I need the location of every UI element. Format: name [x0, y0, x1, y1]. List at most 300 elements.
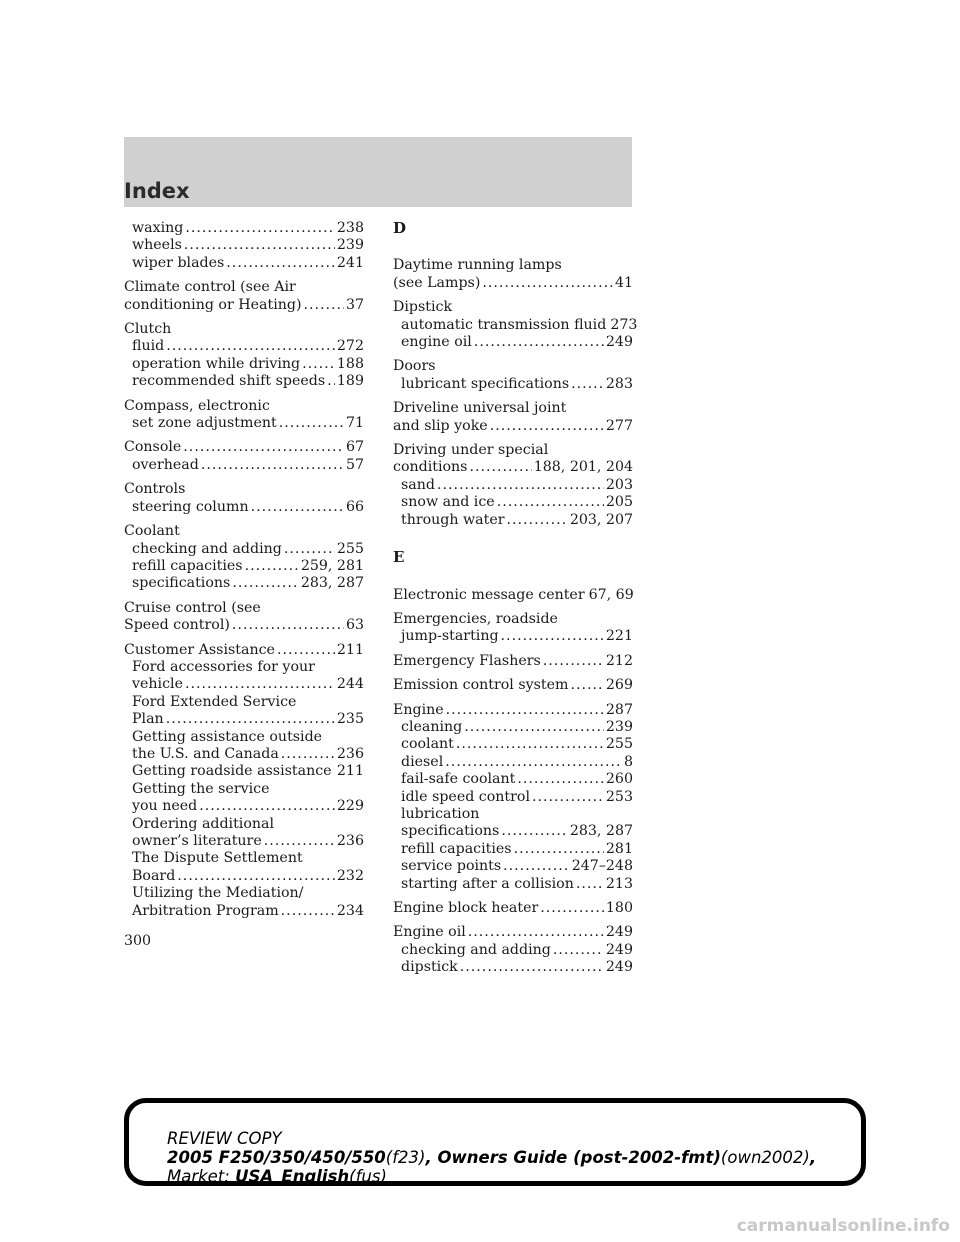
dot-leader	[327, 373, 335, 390]
dot-leader	[474, 334, 604, 351]
index-entry-label: jump-starting	[401, 628, 499, 645]
stamp-separator: ,	[425, 1148, 438, 1167]
index-entry	[393, 876, 633, 893]
index-entry-label: specifications	[401, 823, 500, 840]
dot-leader	[507, 512, 568, 529]
index-entry-heading: Clutch	[124, 321, 172, 338]
index-entry-row	[401, 841, 633, 858]
index-group-e	[393, 587, 633, 977]
index-entry-page: 71	[345, 415, 364, 432]
index-entry-page: 236	[336, 833, 364, 849]
dot-leader	[264, 833, 335, 850]
stamp-model-code: (f23)	[385, 1148, 426, 1167]
index-entry-page: 8	[623, 753, 633, 770]
index-entry-page: 66	[345, 498, 364, 515]
index-entry	[393, 334, 633, 351]
index-entry-page: 188, 201, 204	[533, 459, 633, 476]
index-entry-label: cleaning	[401, 718, 463, 735]
index-entry-row	[132, 746, 364, 763]
index-entry-label: Customer Assistance	[124, 641, 275, 658]
index-entry-text: Ordering additional	[132, 815, 275, 832]
index-entry-text: Ford accessories for your	[132, 658, 315, 675]
index-entry-label: steering column	[132, 498, 249, 515]
index-entry-row	[393, 702, 633, 719]
index-entry-row	[124, 439, 364, 456]
index-entry-page: 249	[605, 941, 633, 958]
index-entry-page: 63	[345, 617, 364, 634]
index-entry-page: 272	[336, 338, 364, 355]
index-entry-page: 41	[614, 274, 633, 291]
index-entry-label: (see Lamps)	[393, 274, 481, 291]
index-entry-row	[401, 736, 633, 753]
dot-leader	[437, 477, 604, 494]
index-entry	[393, 719, 633, 736]
dot-leader	[334, 763, 335, 780]
index-entry-page: 249	[605, 334, 633, 351]
dot-leader	[503, 858, 570, 875]
index-entry	[393, 628, 633, 645]
dot-leader	[571, 376, 604, 393]
index-entry	[124, 850, 364, 885]
index-entry-page: 239	[605, 718, 633, 735]
index-entry-label: idle speed control	[401, 788, 530, 805]
index-entry	[393, 477, 633, 494]
index-entry-label: Plan	[132, 711, 164, 728]
index-entry	[393, 942, 633, 959]
dot-leader	[226, 255, 335, 272]
index-entry-label: the U.S. and Canada	[132, 745, 279, 762]
index-entry-page: 180	[605, 900, 633, 916]
index-entry-label: set zone adjustment	[132, 415, 277, 432]
index-entry-row	[401, 754, 633, 771]
index-entry-label: conditions	[393, 459, 468, 476]
index-entry-label: coolant	[401, 736, 454, 753]
dot-leader	[245, 558, 299, 575]
index-entry-label: automatic transmission fluid	[401, 316, 607, 333]
index-entry-page: 221	[605, 628, 633, 645]
stamp-market-label: Market:	[167, 1167, 236, 1186]
index-entry	[393, 959, 633, 976]
index-entry-label: wheels	[132, 237, 182, 254]
dot-leader	[284, 541, 335, 558]
dot-leader	[482, 275, 613, 292]
index-entry-row	[393, 587, 633, 604]
index-entry	[124, 237, 364, 254]
index-entry-row	[393, 275, 633, 292]
dot-leader	[490, 418, 604, 435]
index-entry	[393, 587, 633, 604]
index-entry-page: 247–248	[571, 858, 633, 875]
index-entry-page: 255	[336, 540, 364, 557]
dot-leader	[184, 237, 335, 254]
index-entry-row	[132, 499, 364, 516]
index-entry-row	[393, 677, 633, 694]
index-entry-row	[401, 823, 633, 840]
section-header-band	[124, 137, 632, 207]
index-entry-label: through water	[401, 511, 505, 528]
index-entry-page: 239	[336, 237, 364, 254]
dot-leader	[517, 771, 604, 788]
index-entry	[124, 885, 364, 920]
index-entry-row	[401, 789, 633, 806]
index-entry	[124, 575, 364, 592]
dot-leader	[501, 823, 568, 840]
index-entry	[124, 220, 364, 237]
dot-leader	[185, 220, 335, 237]
index-entry-label: checking and adding	[401, 941, 551, 958]
index-entry	[393, 376, 633, 393]
review-copy-stamp	[124, 1098, 866, 1186]
stamp-guide: Owners Guide (post-2002-fmt)	[437, 1148, 721, 1167]
index-entry	[393, 754, 633, 771]
index-entry-text: Utilizing the Mediation/	[132, 885, 304, 902]
stamp-model: 2005 F250/350/450/550	[167, 1148, 386, 1167]
dot-leader	[456, 736, 604, 753]
index-entry-text: Driveline universal joint	[393, 400, 567, 417]
index-entry-row	[401, 316, 638, 334]
index-entry	[124, 642, 364, 659]
index-entry-page: 281	[605, 840, 633, 857]
index-entry	[124, 481, 364, 498]
index-entry-label: Emergency Flashers	[393, 652, 541, 669]
index-entry	[393, 316, 638, 334]
index-entry-page: 203, 207	[569, 511, 633, 528]
index-entry	[393, 677, 633, 694]
dot-leader	[469, 459, 531, 476]
index-entry-label: specifications	[132, 575, 231, 592]
dot-leader	[514, 841, 604, 858]
index-entry-label: conditioning or Heating)	[124, 296, 302, 313]
dot-leader	[232, 575, 299, 592]
index-entry-text: Climate control (see Air	[124, 279, 296, 296]
index-entry	[393, 653, 633, 670]
index-entry-page: 188	[336, 355, 364, 372]
index-entry-row	[132, 356, 364, 373]
index-entry-page: 287	[605, 701, 633, 718]
index-group-d	[393, 257, 638, 529]
index-entry-page: 57	[345, 456, 364, 473]
index-entry-row	[401, 334, 633, 351]
index-entry-row	[132, 798, 364, 815]
index-entry	[124, 600, 364, 635]
index-entry-row	[132, 676, 364, 693]
dot-leader	[251, 499, 344, 516]
dot-leader	[543, 653, 604, 670]
index-entry-page: 244	[336, 676, 364, 693]
index-entry-label: wiper blades	[132, 254, 225, 271]
index-entry-label: snow and ice	[401, 494, 495, 511]
index-entry-row	[401, 512, 633, 529]
index-entry	[124, 279, 364, 314]
index-entry-heading: Emergencies, roadside	[393, 610, 558, 627]
dot-leader	[199, 798, 335, 815]
index-letter-e: E	[393, 548, 405, 567]
dot-leader	[185, 676, 335, 693]
index-entry-text: Daytime running lamps	[393, 257, 562, 274]
dot-leader	[446, 702, 604, 719]
index-entry-row	[401, 477, 633, 494]
index-entry-row	[401, 876, 633, 893]
stamp-guide-code: (own2002)	[720, 1148, 810, 1167]
index-entry-row	[132, 868, 364, 885]
index-entry-label: Engine oil	[393, 924, 466, 941]
index-entry	[124, 523, 364, 540]
index-entry-label: Console	[124, 439, 182, 456]
index-entry-label: engine oil	[401, 334, 472, 351]
dot-leader	[445, 754, 622, 771]
index-entry-row	[132, 237, 364, 254]
index-entry-page: 273	[610, 316, 638, 333]
index-entry-row	[132, 763, 364, 780]
index-entry	[393, 400, 633, 435]
index-column-left	[124, 220, 364, 920]
index-entry-label: Speed control)	[124, 617, 230, 634]
dot-leader	[201, 457, 344, 474]
index-entry	[393, 858, 633, 875]
index-entry	[124, 659, 364, 694]
index-entry	[124, 321, 364, 338]
dot-leader	[570, 677, 603, 694]
index-entry-label: lubricant specifications	[401, 375, 570, 392]
index-entry-label: refill capacities	[132, 557, 243, 574]
index-entry-page: 211	[336, 641, 364, 658]
index-entry	[124, 398, 364, 415]
index-entry-row	[393, 900, 633, 917]
index-entry-row	[393, 924, 633, 941]
index-entry-row	[132, 558, 364, 575]
stamp-separator: ,	[809, 1148, 817, 1167]
index-entry	[124, 763, 364, 780]
dot-leader	[281, 903, 335, 920]
index-entry-label: service points	[401, 858, 502, 875]
index-entry-label: fail-safe coolant	[401, 771, 516, 788]
index-entry	[393, 924, 633, 941]
dot-leader	[277, 642, 335, 659]
section-title: Index	[124, 179, 190, 203]
index-entry	[124, 255, 364, 272]
index-entry-label: checking and adding	[132, 540, 282, 557]
index-entry	[124, 373, 364, 390]
index-entry-page: 235	[336, 711, 364, 728]
index-entry-page: 213	[605, 875, 633, 892]
index-entry-label: starting after a collision	[401, 875, 574, 892]
index-entry-heading: Compass, electronic	[124, 397, 270, 414]
index-entry-label: operation while driving	[132, 355, 301, 372]
index-letter-d: D	[393, 219, 407, 237]
index-entry-row	[132, 220, 364, 237]
index-entry-page: 277	[605, 417, 633, 434]
stamp-market-code: (fus)	[349, 1167, 387, 1186]
dot-leader	[303, 297, 343, 314]
dot-leader	[497, 494, 604, 511]
index-entry	[393, 257, 633, 292]
index-entry-heading: Coolant	[124, 523, 180, 540]
index-entry-page: 236	[336, 745, 364, 762]
index-entry-row	[393, 418, 633, 435]
index-entry	[124, 499, 364, 516]
index-entry	[393, 442, 633, 477]
index-entry	[393, 841, 633, 858]
index-entry-page: 211	[336, 763, 364, 780]
index-entry	[124, 781, 364, 816]
dot-leader	[279, 415, 344, 432]
index-entry-row	[401, 942, 633, 959]
index-entry-page: 205	[605, 494, 633, 511]
index-entry-label: waxing	[132, 220, 184, 236]
dot-leader	[468, 924, 604, 941]
index-entry-label: Board	[132, 867, 176, 884]
index-entry-page: 232	[336, 867, 364, 884]
index-entry-page: 259, 281	[300, 557, 364, 574]
stamp-line-model	[167, 1148, 816, 1167]
stamp-line-market	[167, 1167, 816, 1186]
index-entry-text: Cruise control (see	[124, 599, 261, 616]
dot-leader	[464, 719, 604, 736]
index-entry-page: 189	[336, 373, 364, 390]
index-entry-text: The Dispute Settlement	[132, 850, 303, 867]
index-entry-page: 283, 287	[300, 575, 364, 592]
index-entry-page: 203	[605, 476, 633, 493]
index-entry-row	[124, 642, 364, 659]
index-entry-row	[401, 628, 633, 645]
index-entry	[393, 789, 633, 806]
index-entry-page: 249	[605, 924, 633, 941]
index-entry-page: 283, 287	[569, 823, 633, 840]
index-entry-row	[401, 719, 633, 736]
index-entry-row	[393, 459, 633, 476]
index-entry	[124, 356, 364, 373]
index-entry	[393, 358, 633, 375]
index-entry-row	[401, 858, 633, 875]
index-entry-page: 253	[605, 788, 633, 805]
index-entry-label: sand	[401, 476, 435, 493]
index-entry	[393, 736, 633, 753]
index-entry-page: 67	[345, 439, 364, 456]
index-entry-row	[401, 771, 633, 788]
index-entry-row	[132, 541, 364, 558]
dot-leader	[501, 628, 604, 645]
index-entry-text: Getting assistance outside	[132, 728, 323, 745]
index-entry-page: 37	[345, 296, 364, 313]
index-entry-label: Getting roadside assistance	[132, 763, 332, 780]
index-entry-text: lubrication	[401, 805, 480, 822]
index-entry-text: Driving under special	[393, 442, 549, 459]
index-entry-row	[132, 457, 364, 474]
dot-leader	[183, 439, 344, 456]
index-entry-label: Arbitration Program	[132, 902, 279, 919]
index-entry	[124, 694, 364, 729]
index-entry	[393, 900, 633, 917]
index-entry-page: 234	[336, 902, 364, 919]
index-entry-text: Ford Extended Service	[132, 693, 297, 710]
stamp-line-review: REVIEW COPY	[167, 1129, 282, 1148]
index-entry	[393, 512, 633, 529]
stamp-market: USA_English	[235, 1167, 350, 1186]
index-entry-page: 269	[605, 677, 633, 694]
index-entry-label: you need	[132, 798, 198, 815]
index-entry-label: dipstick	[401, 959, 458, 976]
page-number: 300	[124, 933, 152, 949]
index-entry-page: 249	[605, 959, 633, 976]
index-entry	[124, 457, 364, 474]
index-entry-heading: Dipstick	[393, 299, 453, 316]
index-entry-page: 212	[605, 652, 633, 669]
dot-leader	[576, 876, 604, 893]
index-entry-label: vehicle	[132, 676, 183, 693]
index-entry-row	[401, 494, 633, 511]
index-entry	[124, 338, 364, 355]
index-entry	[124, 558, 364, 575]
index-entry	[393, 702, 633, 719]
index-entry	[393, 806, 633, 841]
index-entry-row	[393, 653, 633, 670]
dot-leader	[532, 789, 604, 806]
index-entry-page: 260	[605, 771, 633, 788]
index-entry	[393, 494, 633, 511]
index-entry-row	[401, 376, 633, 393]
dot-leader	[166, 338, 335, 355]
index-entry-page: 241	[336, 254, 364, 271]
index-entry	[124, 439, 364, 456]
dot-leader	[166, 711, 335, 728]
index-entry-heading: Controls	[124, 481, 186, 498]
index-entry-label: Engine	[393, 701, 444, 718]
index-entry	[393, 611, 633, 628]
index-entry-label: diesel	[401, 753, 444, 770]
index-entry-page: 229	[336, 798, 364, 815]
index-entry-page: 283	[605, 375, 633, 392]
index-entry-row	[132, 903, 364, 920]
index-entry-row	[132, 711, 364, 728]
index-entry-label: recommended shift speeds	[132, 373, 326, 390]
index-entry-row	[132, 575, 364, 592]
index-entry-label: and slip yoke	[393, 417, 488, 434]
dot-leader	[281, 746, 335, 763]
index-entry-row	[401, 959, 633, 976]
index-entry	[124, 415, 364, 432]
dot-leader	[302, 356, 335, 373]
index-entry-row	[124, 297, 364, 314]
index-entry	[124, 816, 364, 851]
index-entry-page: 238	[336, 220, 364, 236]
index-entry-row	[132, 415, 364, 432]
dot-leader	[232, 617, 344, 634]
index-entry	[124, 729, 364, 764]
dot-leader	[540, 900, 604, 917]
index-entry	[393, 771, 633, 788]
index-entry-label: owner’s literature	[132, 833, 262, 849]
index-entry-row	[132, 255, 364, 272]
index-entry-row	[124, 617, 364, 634]
dot-leader	[553, 942, 604, 959]
index-entry-label: Electronic message center	[393, 586, 585, 603]
index-entry-row	[132, 338, 364, 355]
index-entry-label: Engine block heater	[393, 900, 539, 916]
dot-leader	[177, 868, 335, 885]
index-entry-heading: Doors	[393, 358, 436, 375]
index-entry	[124, 541, 364, 558]
index-entry-page: 255	[605, 736, 633, 753]
index-entry-text: Getting the service	[132, 780, 270, 797]
watermark: carmanualsonline.info	[736, 1216, 950, 1236]
dot-leader	[460, 959, 604, 976]
index-entry-row	[132, 833, 364, 850]
index-entry-row	[132, 373, 364, 390]
index-entry-label: overhead	[132, 456, 199, 473]
index-column-right	[393, 219, 638, 977]
stamp-text	[167, 1129, 816, 1186]
index-entry-label: Emission control system	[393, 677, 569, 694]
